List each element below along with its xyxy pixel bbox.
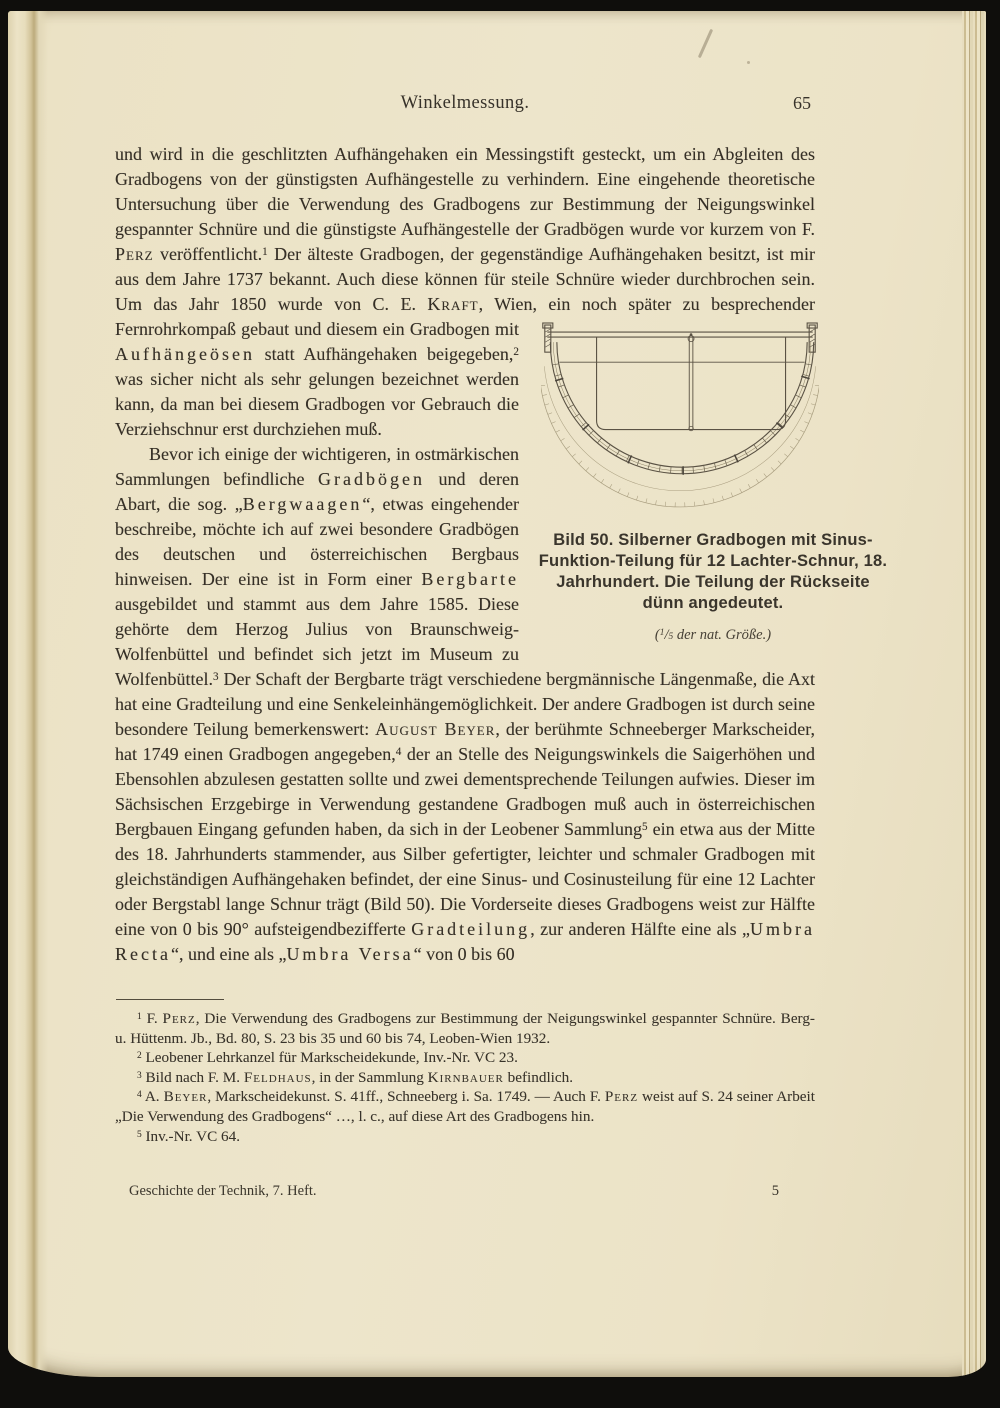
- text-segment: 3: [213, 670, 219, 683]
- text-segment: A.: [141, 1088, 164, 1106]
- footnote-5: [115, 1127, 815, 1147]
- text-segment: Gradbögen: [318, 469, 425, 489]
- text-segment: Bergbarte: [421, 569, 519, 589]
- arc-tick-marks: [552, 364, 811, 474]
- body-text: [115, 142, 888, 967]
- text-segment: , Markscheidekunst. S. 41ff., Schneeberg i. Sa. 1749. — Auch F.: [207, 1088, 605, 1106]
- text-segment: 4: [395, 745, 402, 758]
- text-segment: ein etwa aus der Mitte des 18. Jahrhunderts stammender, aus Silber gefertigter, leichter und schmaler Gradbogen mit gleichständigen Aufhängehaken befindet, der eine Sinus- und Cosinusteilung für eine 12 Lachter oder Bergstabl lange Schnur trägt (Bild 50). Die Vorderseite dieses Gradbogens weist zur Hälfte eine von 0 bis 90° aufsteigendbezifferte: [115, 819, 815, 939]
- text-segment: /: [664, 626, 669, 643]
- text-segment: 5: [641, 820, 648, 833]
- footnote-4: [115, 1087, 815, 1126]
- page-number: 65: [793, 93, 811, 113]
- text-segment: 2: [137, 1050, 142, 1061]
- text-segment: Der Schaft der Bergbarte trägt verschiedene bergmännische Längenmaße, die Axt hat eine Gradteilung und eine Senkeleinhängemöglichkeit. Der andere Gradbogen ist durch seine besondere Teilung bemerkenswert:: [115, 669, 815, 739]
- text-segment: “, etwas eingehender beschreibe, möchte ich auf zwei besondere Gradbögen des deutschen und österreichischen Bergbaus hinweisen. Der eine ist in Form einer: [115, 494, 519, 589]
- text-segment: Perz: [604, 1088, 639, 1106]
- text-segment: 2: [513, 345, 519, 358]
- text-segment: Der älteste Gradbogen, der gegenständige Aufhängehaken besitzt, ist mir aus dem Jahre 1737 bekannt. Auch diese können für steile Schnüre wieder durchbrochen sein. Um das Jahr 1850 wurde von C. E.: [115, 244, 815, 314]
- footnote-separator: [116, 999, 224, 1000]
- back-side-scale-arc: [541, 366, 819, 507]
- text-segment: Aufhängeösen: [115, 344, 255, 364]
- pencil-mark: [698, 29, 713, 59]
- footnote-2: [115, 1048, 815, 1068]
- text-segment: befindlich.: [503, 1068, 574, 1086]
- text-segment: 1: [659, 628, 665, 638]
- page-header: [115, 93, 815, 119]
- center-divider: [688, 333, 694, 431]
- text-segment: weist auf S. 24 seiner Arbeit „Die Verwendung des Gradbogens“ …, l. c., auf diese Art des Gradbogens hin.: [115, 1088, 815, 1125]
- text-segment: , zur anderen Hälfte eine als „: [530, 919, 751, 939]
- footer-sheet-number: 5: [771, 1183, 779, 1199]
- figure-bild-50: [535, 322, 891, 650]
- page-footer: [115, 1183, 815, 1200]
- running-title: Winkelmessung.: [400, 93, 530, 113]
- text-segment: , Wien, ein noch später zu besprechender Fernrohrkompaß gebaut und diesem ein Gradbogen mit: [115, 294, 816, 339]
- page-edge-stack: [962, 11, 986, 1377]
- text-segment: 4: [137, 1090, 142, 1101]
- page-gutter-shadow: [8, 11, 48, 1377]
- text-segment: “, und eine als „: [170, 944, 287, 964]
- footer-signature: Geschichte der Technik, 7. Heft.: [129, 1183, 317, 1199]
- gradbogen-drawing: [541, 322, 819, 515]
- text-segment: Umbra Versa: [286, 944, 414, 964]
- text-segment: Feldhaus: [243, 1068, 312, 1086]
- paragraph-1-start: [115, 144, 815, 339]
- text-segment: Bevor ich einige der wichtigeren, in ostmärkischen Sammlungen befindliche: [115, 444, 519, 489]
- paper-speck: [747, 61, 750, 64]
- text-segment: , der berühmte Schneeberger Markscheider, hat 1749 einen Gradbogen angegeben,: [115, 719, 816, 764]
- footnotes: [115, 999, 815, 1146]
- text-segment: Gradteilung: [411, 919, 531, 939]
- text-segment: was sicher nicht als sehr gelungen bezeichnet werden kann, da man bei diesem Gradbogen vor Gebrauch die Verziehschnur erst durchziehen muß.: [115, 369, 519, 439]
- text-segment: Kraft: [427, 294, 479, 314]
- text-segment: (: [654, 626, 660, 643]
- footnote-1: [115, 1009, 815, 1048]
- text-segment: Bild nach F. M.: [141, 1068, 244, 1086]
- text-segment: August Beyer: [375, 719, 496, 739]
- text-segment: 5: [137, 1129, 142, 1140]
- top-bar: [547, 332, 812, 337]
- text-segment: , Die Verwendung des Gradbogens zur Bestimmung der Neigungswinkel gespannter Schnüre. Berg- u. Hüttenm. Jb., Bd. 80, S. 23 bis 35 und 60 bis 74, Leoben-Wien 1932.: [115, 1010, 815, 1047]
- footnote-3: [115, 1068, 815, 1088]
- text-segment: Perz: [115, 244, 154, 264]
- text-segment: Inv.-Nr. VC 64.: [141, 1127, 240, 1145]
- paragraph-1-end: [115, 344, 519, 439]
- text-segment: , in der Sammlung: [311, 1068, 428, 1086]
- text-segment: 5: [668, 632, 674, 643]
- text-segment: der nat. Größe.): [673, 626, 772, 643]
- text-segment: 1: [262, 245, 268, 258]
- book-page: [8, 11, 986, 1377]
- text-segment: 3: [137, 1070, 142, 1081]
- text-segment: “ von 0 bis 60: [413, 944, 515, 964]
- text-segment: veröffentlicht.: [153, 244, 263, 264]
- text-segment: Leobener Lehrkanzel für Markscheidekunde, Inv.-Nr. VC 23.: [141, 1049, 518, 1067]
- text-segment: und wird in die geschlitzten Aufhängehaken ein Messingstift gesteckt, um ein Abgleiten des Gradbogens von der günstigsten Aufhängestelle zu verhindern. Eine eingehende theoretische Untersuchung über die Verwendung des Gradbogens zur Bestimmung der Neigungswinkel gespannter Schnüre und die günstigste Aufhängestelle der Gradbögen wurde vor kurzem von F.: [115, 144, 815, 239]
- text-segment: Umbra Recta: [115, 919, 815, 964]
- figure-scale-note: [535, 621, 891, 650]
- text-segment: 1: [137, 1011, 142, 1022]
- text-segment: statt Aufhängehaken beigegeben,: [254, 344, 514, 364]
- text-segment: Bergwaagen: [242, 494, 363, 514]
- text-segment: Beyer: [163, 1088, 208, 1106]
- back-arc-tick-marks: [541, 385, 819, 507]
- text-segment: der an Stelle des Neigungswinkels die Saigerhöhen und Ebensohlen abzulesen gestatten sollte und zwei dementsprechende Teilungen aufwies. Dieser im Sächsischen Erzgebirge in Verwendung gestandene Gradbogen muß auch in österreichischen Bergbauen Eingang gefunden haben, da sich in der Leobener Sammlung: [115, 744, 815, 839]
- arc-arrow-marks: [555, 376, 809, 475]
- text-segment: Kirnbauer: [427, 1068, 504, 1086]
- text-segment: ausgebildet und stammt aus dem Jahre 1585. Diese gehörte dem Herzog Julius von Braunschweig-Wolfenbüttel und befindet sich jetzt im Museum zu Wolfenbüttel.: [115, 594, 519, 689]
- text-segment: F.: [141, 1010, 163, 1027]
- text-segment: Perz: [162, 1010, 196, 1027]
- text-segment: und deren Abart, die sog. „: [115, 469, 519, 514]
- frame-rect: [559, 337, 804, 429]
- figure-caption: Bild 50. Silberner Gradbogen mit Sinus-Funktion-Teilung für 12 Lachter-Schnur, 18. Jahrhundert. Die Teilung der Rückseite dünn angedeutet.: [538, 531, 888, 612]
